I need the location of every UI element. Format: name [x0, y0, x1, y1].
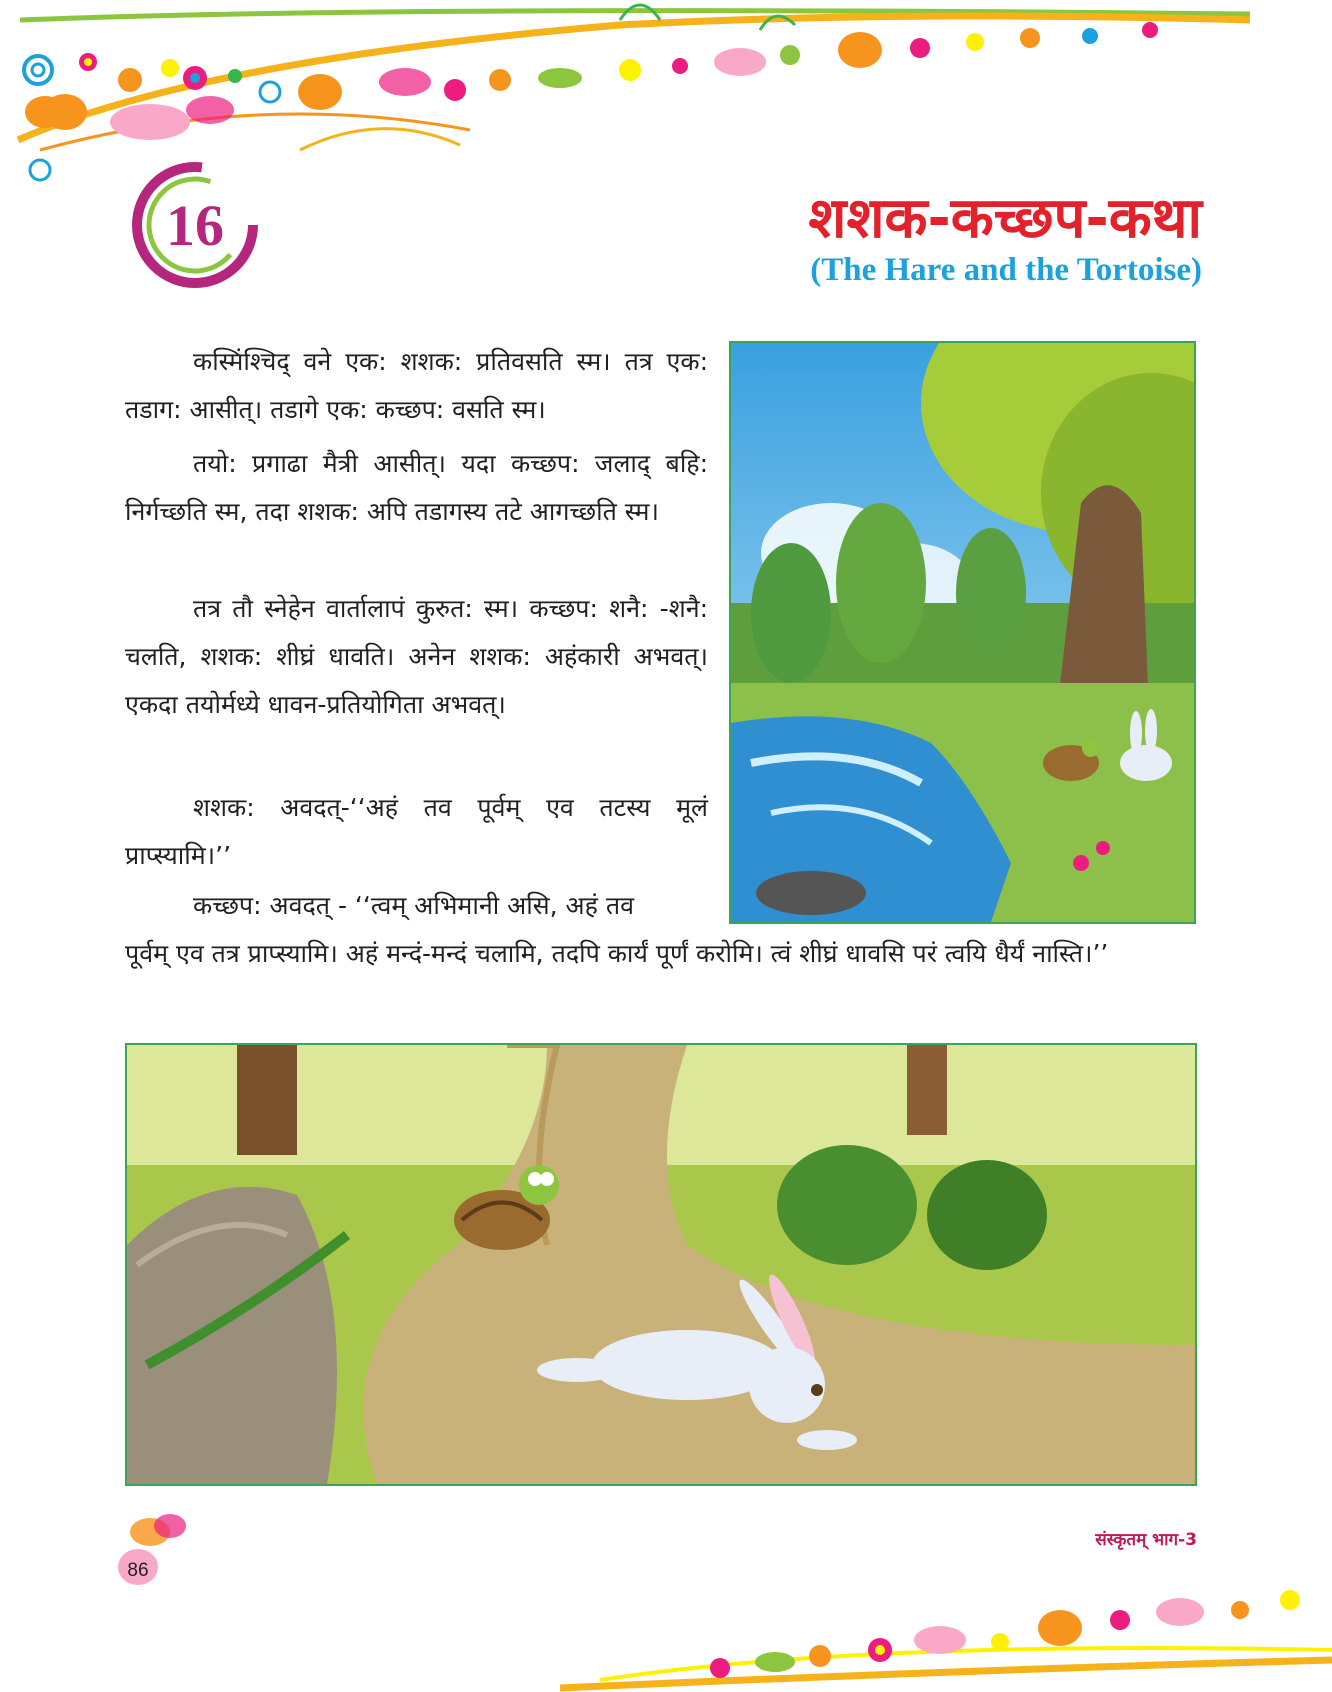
chapter-number: 16	[166, 193, 224, 258]
illustration-race-scene	[125, 1043, 1197, 1486]
page-number: 86	[127, 1560, 149, 1581]
lesson-subtitle: (The Hare and the Tortoise)	[810, 252, 1202, 288]
book-title: संस्कृतम् भाग-3	[1095, 1530, 1197, 1550]
paragraph-5-continued: पूर्वम् एव तत्र प्राप्स्यामि। अहं मन्दं-मन्दं चलामि, तदपि कार्यं पूर्णं करोमि। त्वं शीघ्रं धावसि परं त्वयि धैर्यं नास्ति।’’	[125, 939, 1109, 968]
paragraph-4: शशक: अवदत्-‘‘अहं तव पूर्वम् एव तटस्य मूलं प्राप्स्यामि।’’	[125, 793, 708, 870]
footer-floral-decoration	[560, 1580, 1332, 1692]
lesson-title: शशक-कच्छप-कथा	[808, 186, 1202, 251]
illustration-pond-scene	[729, 341, 1196, 924]
paragraph-3: तत्र तौ स्नेहेन वार्तालापं कुरुत: स्म। कच्छप: शनै: -शनै: चलति, शशक: शीघ्रं धावति। अनेन शशक: अहंकारी अभवत्। एकदा तयोर्मध्ये धावन-प्रतियोगिता अभवत्।	[125, 594, 708, 719]
paragraph-5-start: कच्छप: अवदत् - ‘‘त्वम् अभिमानी असि, अहं तव	[193, 891, 634, 920]
paragraph-2: तयो: प्रगाढा मैत्री आसीत्। यदा कच्छप: जलाद् बहि: निर्गच्छति स्म, तदा शशक: अपि तडागस्य तटे आगच्छति स्म।	[125, 449, 708, 526]
paragraph-1: कस्मिंश्चिद् वने एक: शशक: प्रतिवसति स्म। तत्र एक: तडाग: आसीत्। तडागे एक: कच्छप: वसति स्म।	[125, 347, 708, 424]
